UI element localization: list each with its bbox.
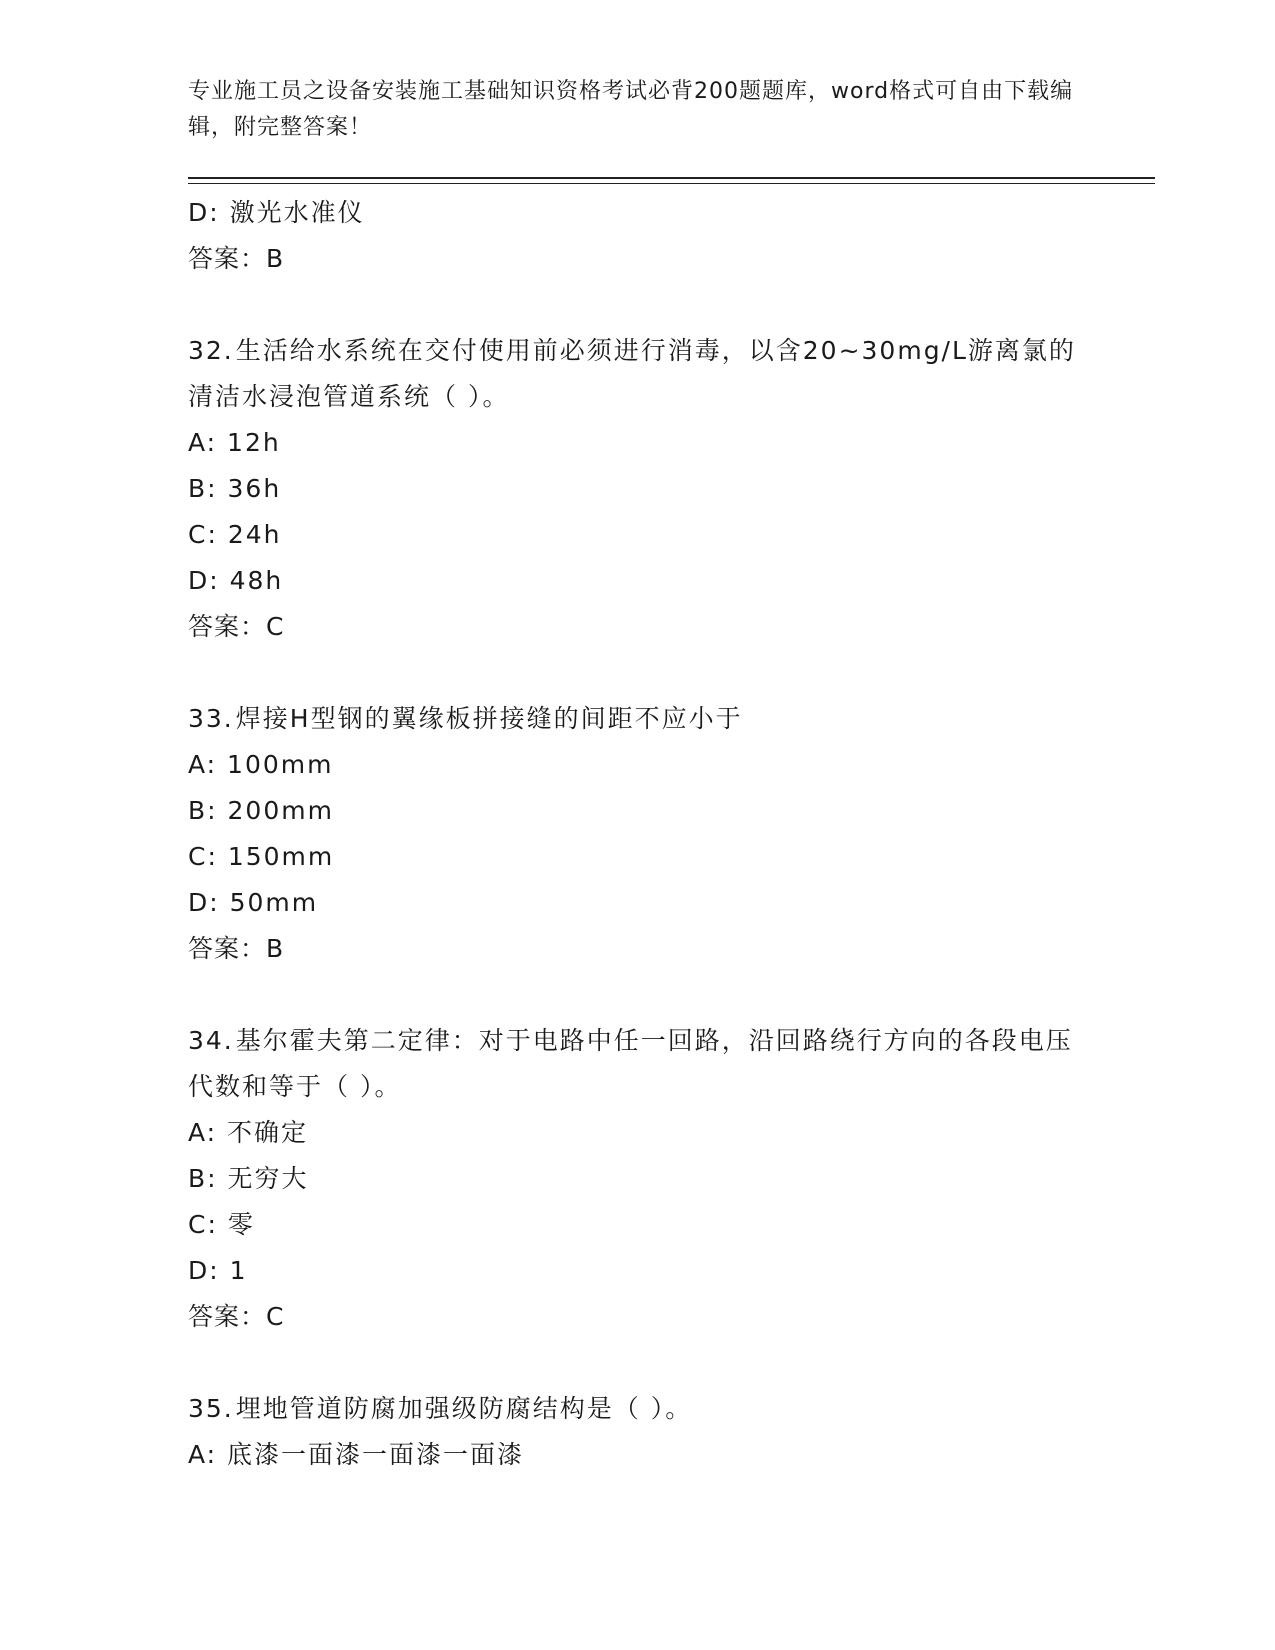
- question-text: [188, 1386, 1088, 1432]
- answer-line: 答案：C: [188, 1302, 285, 1331]
- option-b: B: 36h: [188, 474, 282, 503]
- option-d: D: 1: [188, 1256, 248, 1285]
- option-b: B: 200mm: [188, 796, 334, 825]
- question-text: [188, 328, 1088, 420]
- question-stem: 焊接H型钢的翼缘板拼接缝的间距不应小于: [235, 704, 743, 733]
- answer-line: 答案：B: [188, 244, 285, 273]
- option-c: C: 150mm: [188, 842, 335, 871]
- question-number: 34.: [188, 1026, 234, 1055]
- question-list: [188, 190, 1088, 1478]
- question-stem: 生活给水系统在交付使用前必须进行消毒，以含20~30mg/L游离氯的清洁水浸泡管道系统（ ）。: [188, 336, 1076, 411]
- question-stem: 埋地管道防腐加强级防腐结构是（ ）。: [235, 1394, 693, 1423]
- option-d: D: 50mm: [188, 888, 319, 917]
- option-a: A: 不确定: [188, 1118, 309, 1147]
- option-d: D: 激光水准仪: [188, 198, 365, 227]
- question-text: [188, 1018, 1088, 1110]
- option-b: B: 无穷大: [188, 1164, 309, 1193]
- option-a: A: 12h: [188, 428, 281, 457]
- question-35: [188, 1386, 1088, 1478]
- document-title: 专业施工员之设备安装施工基础知识资格考试必背200题题库，word格式可自由下载编辑，附完整答案！: [188, 79, 1074, 140]
- question-32: [188, 328, 1088, 650]
- option-c: C: 零: [188, 1210, 255, 1239]
- document-header: [188, 74, 1088, 146]
- question-stem: 基尔霍夫第二定律：对于电路中任一回路，沿回路绕行方向的各段电压代数和等于（ ）。: [188, 1026, 1073, 1101]
- answer-line: 答案：C: [188, 612, 285, 641]
- question-number: 33.: [188, 704, 234, 733]
- answer-line: 答案：B: [188, 934, 285, 963]
- question-text: [188, 696, 1088, 742]
- question-number: 35.: [188, 1394, 234, 1423]
- question-33: [188, 696, 1088, 972]
- question-34: [188, 1018, 1088, 1340]
- option-a: A: 100mm: [188, 750, 334, 779]
- question-number: 32.: [188, 336, 234, 365]
- option-d: D: 48h: [188, 566, 284, 595]
- header-rule-thin: [188, 183, 1155, 184]
- option-a: A: 底漆一面漆一面漆一面漆: [188, 1440, 525, 1469]
- previous-question-tail: [188, 190, 1088, 282]
- option-c: C: 24h: [188, 520, 282, 549]
- header-rule-thick: [188, 177, 1155, 179]
